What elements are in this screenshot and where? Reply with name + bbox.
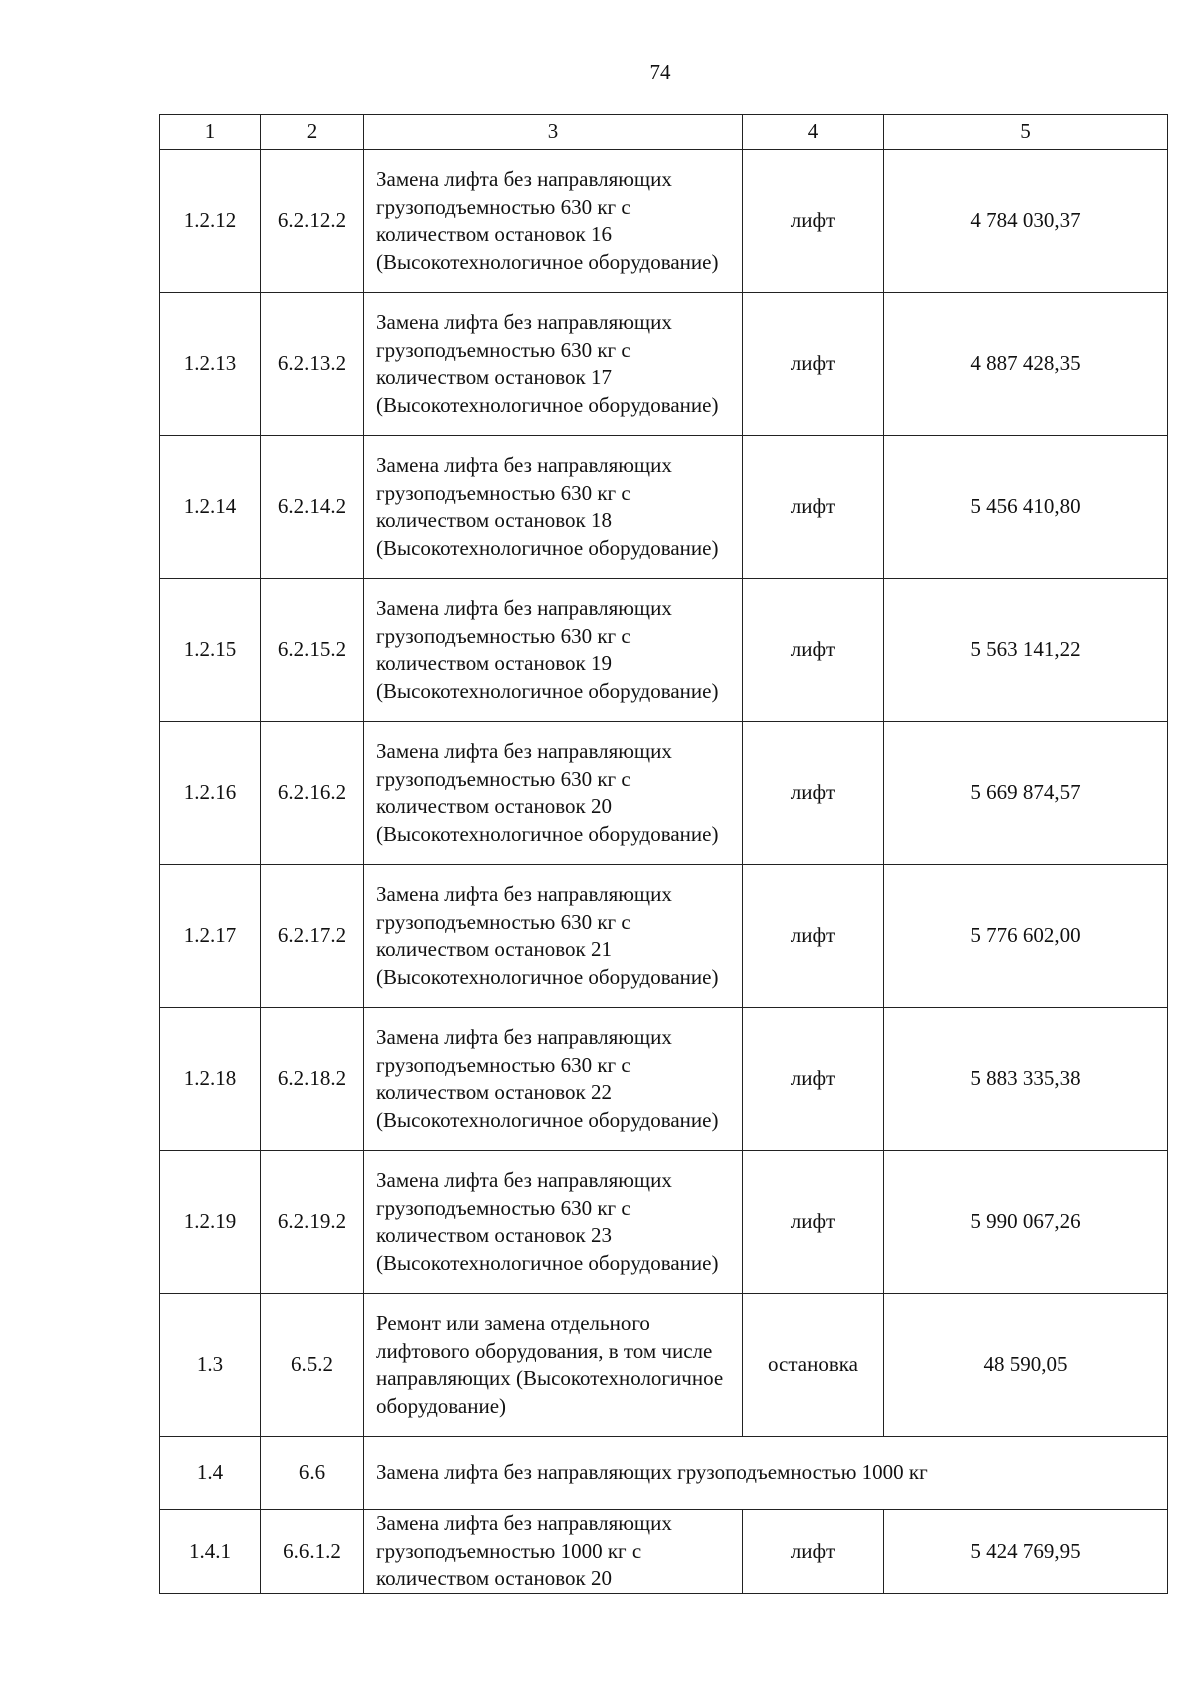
item-code: 6.2.19.2 — [261, 1151, 364, 1294]
item-unit: лифт — [743, 293, 884, 436]
item-code: 6.2.18.2 — [261, 1008, 364, 1151]
item-code: 6.5.2 — [261, 1294, 364, 1437]
item-number: 1.2.17 — [160, 865, 261, 1008]
header-col-1: 1 — [160, 115, 261, 150]
item-description: Замена лифта без направляющих грузоподъемностью 630 кг с количеством остановок 22 (Высокотехнологичное оборудование) — [364, 1008, 743, 1151]
item-unit: лифт — [743, 1510, 884, 1594]
table-header-row — [160, 115, 1168, 150]
item-description: Замена лифта без направляющих грузоподъемностью 630 кг с количеством остановок 17 (Высокотехнологичное оборудование) — [364, 293, 743, 436]
item-unit: лифт — [743, 1151, 884, 1294]
item-code: 6.2.13.2 — [261, 293, 364, 436]
item-code: 6.2.16.2 — [261, 722, 364, 865]
item-unit: лифт — [743, 579, 884, 722]
item-description: Замена лифта без направляющих грузоподъемностью 630 кг с количеством остановок 23 (Высокотехнологичное оборудование) — [364, 1151, 743, 1294]
item-description: Замена лифта без направляющих грузоподъемностью 1000 кг с количеством остановок 20 — [364, 1510, 743, 1594]
table-row — [160, 293, 1168, 436]
table-row — [160, 865, 1168, 1008]
item-number: 1.2.19 — [160, 1151, 261, 1294]
section-row — [160, 1437, 1168, 1510]
section-title: Замена лифта без направляющих грузоподъемностью 1000 кг — [364, 1437, 1168, 1510]
table-row — [160, 1008, 1168, 1151]
item-price: 5 456 410,80 — [884, 436, 1168, 579]
table-row — [160, 1294, 1168, 1437]
table-row — [160, 1151, 1168, 1294]
item-number: 1.2.12 — [160, 150, 261, 293]
page-number: 74 — [649, 60, 671, 84]
table-row — [160, 436, 1168, 579]
item-price: 48 590,05 — [884, 1294, 1168, 1437]
item-number: 1.4.1 — [160, 1510, 261, 1594]
item-code: 6.2.15.2 — [261, 579, 364, 722]
item-number: 1.2.14 — [160, 436, 261, 579]
section-code: 6.6 — [261, 1437, 364, 1510]
item-unit: лифт — [743, 150, 884, 293]
table-row — [160, 579, 1168, 722]
item-price: 5 669 874,57 — [884, 722, 1168, 865]
item-unit: остановка — [743, 1294, 884, 1437]
item-price: 4 887 428,35 — [884, 293, 1168, 436]
item-price: 5 563 141,22 — [884, 579, 1168, 722]
item-unit: лифт — [743, 865, 884, 1008]
item-code: 6.2.14.2 — [261, 436, 364, 579]
item-price: 4 784 030,37 — [884, 150, 1168, 293]
item-number: 1.2.18 — [160, 1008, 261, 1151]
item-description: Ремонт или замена отдельного лифтового оборудования, в том числе направляющих (Высокотехнологичное оборудование) — [364, 1294, 743, 1437]
table-row — [160, 1510, 1168, 1594]
table-row — [160, 150, 1168, 293]
header-col-3: 3 — [364, 115, 743, 150]
item-number: 1.2.16 — [160, 722, 261, 865]
item-unit: лифт — [743, 436, 884, 579]
item-price: 5 424 769,95 — [884, 1510, 1168, 1594]
header-col-4: 4 — [743, 115, 884, 150]
item-number: 1.2.13 — [160, 293, 261, 436]
item-number: 1.3 — [160, 1294, 261, 1437]
item-code: 6.2.17.2 — [261, 865, 364, 1008]
item-unit: лифт — [743, 722, 884, 865]
table-row — [160, 722, 1168, 865]
item-price: 5 776 602,00 — [884, 865, 1168, 1008]
item-description: Замена лифта без направляющих грузоподъемностью 630 кг с количеством остановок 21 (Высокотехнологичное оборудование) — [364, 865, 743, 1008]
item-description: Замена лифта без направляющих грузоподъемностью 630 кг с количеством остановок 18 (Высокотехнологичное оборудование) — [364, 436, 743, 579]
item-unit: лифт — [743, 1008, 884, 1151]
header-col-5: 5 — [884, 115, 1168, 150]
item-price: 5 990 067,26 — [884, 1151, 1168, 1294]
item-description: Замена лифта без направляющих грузоподъемностью 630 кг с количеством остановок 16 (Высокотехнологичное оборудование) — [364, 150, 743, 293]
item-price: 5 883 335,38 — [884, 1008, 1168, 1151]
header-col-2: 2 — [261, 115, 364, 150]
item-description: Замена лифта без направляющих грузоподъемностью 630 кг с количеством остановок 19 (Высокотехнологичное оборудование) — [364, 579, 743, 722]
item-description: Замена лифта без направляющих грузоподъемностью 630 кг с количеством остановок 20 (Высокотехнологичное оборудование) — [364, 722, 743, 865]
item-number: 1.2.15 — [160, 579, 261, 722]
section-number: 1.4 — [160, 1437, 261, 1510]
price-table — [159, 114, 1168, 1594]
item-code: 6.6.1.2 — [261, 1510, 364, 1594]
item-code: 6.2.12.2 — [261, 150, 364, 293]
